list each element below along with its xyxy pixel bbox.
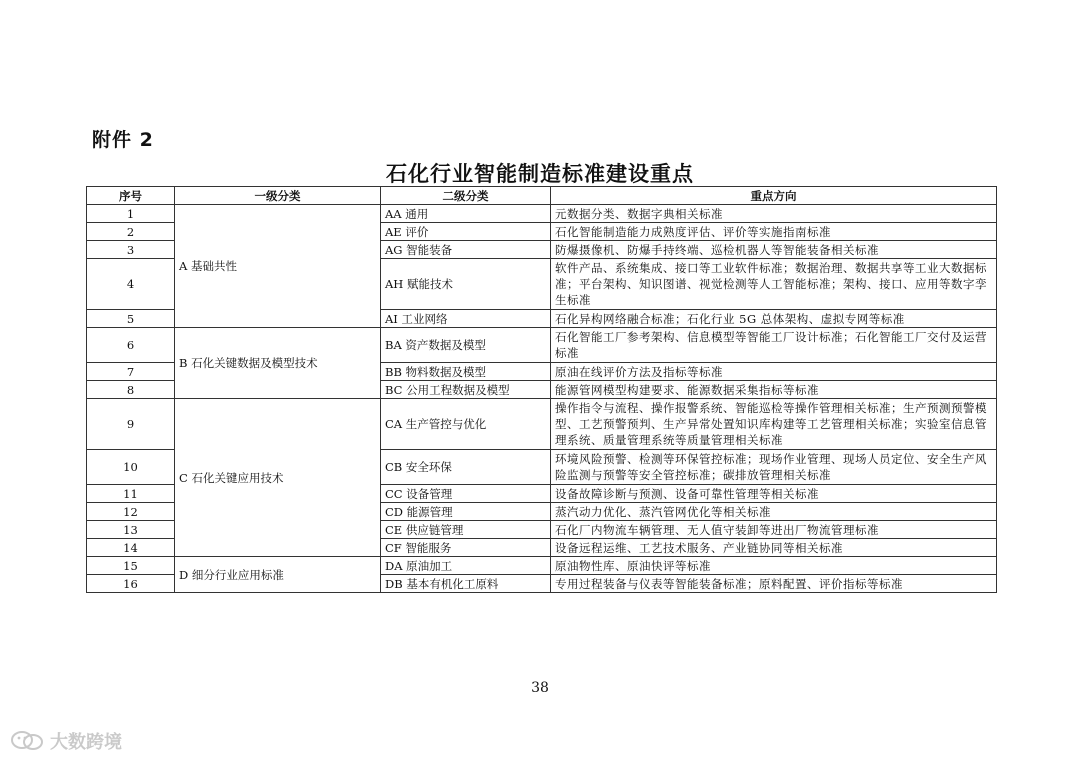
focus-direction: 原油物性库、原油快评等标准 — [551, 557, 997, 575]
table-row — [87, 205, 997, 223]
row-number: 10 — [87, 450, 175, 485]
row-number: 13 — [87, 521, 175, 539]
focus-direction: 元数据分类、数据字典相关标准 — [551, 205, 997, 223]
focus-direction: 石化智能工厂参考架构、信息模型等智能工厂设计标准；石化智能工厂交付及运营标准 — [551, 328, 997, 363]
row-number: 4 — [87, 259, 175, 310]
focus-direction: 操作指令与流程、操作报警系统、智能巡检等操作管理相关标准；生产预测预警模型、工艺预警预判、生产异常处置知识库构建等工艺管理相关标准；实验室信息管理系统、质量管理系统等质量管理相关标准 — [551, 399, 997, 450]
focus-direction: 石化厂内物流车辆管理、无人值守装卸等进出厂物流管理标准 — [551, 521, 997, 539]
row-number: 1 — [87, 205, 175, 223]
sub-category: AG 智能装备 — [381, 241, 551, 259]
standards-table — [86, 186, 997, 593]
focus-direction: 设备故障诊断与预测、设备可靠性管理等相关标准 — [551, 485, 997, 503]
row-number: 5 — [87, 310, 175, 328]
row-number: 9 — [87, 399, 175, 450]
focus-direction: 软件产品、系统集成、接口等工业软件标准；数据治理、数据共享等工业大数据标准；平台架构、知识图谱、视觉检测等人工智能标准；架构、接口、应用等数字孪生标准 — [551, 259, 997, 310]
table-row — [87, 328, 997, 363]
group-label: C 石化关键应用技术 — [175, 399, 381, 557]
sub-category: AH 赋能技术 — [381, 259, 551, 310]
header-level2: 二级分类 — [381, 187, 551, 205]
row-number: 7 — [87, 363, 175, 381]
document-title: 石化行业智能制造标准建设重点 — [386, 162, 694, 186]
group-label: D 细分行业应用标准 — [175, 557, 381, 593]
focus-direction: 石化智能制造能力成熟度评估、评价等实施指南标准 — [551, 223, 997, 241]
sub-category: CD 能源管理 — [381, 503, 551, 521]
sub-category: AA 通用 — [381, 205, 551, 223]
sub-category: DA 原油加工 — [381, 557, 551, 575]
row-number: 14 — [87, 539, 175, 557]
header-focus: 重点方向 — [551, 187, 997, 205]
sub-category: CA 生产管控与优化 — [381, 399, 551, 450]
sub-category: CC 设备管理 — [381, 485, 551, 503]
sub-category: BA 资产数据及模型 — [381, 328, 551, 363]
row-number: 2 — [87, 223, 175, 241]
sub-category: BB 物料数据及模型 — [381, 363, 551, 381]
sub-category: AE 评价 — [381, 223, 551, 241]
row-number: 12 — [87, 503, 175, 521]
sub-category: CB 安全环保 — [381, 450, 551, 485]
sub-category: AI 工业网络 — [381, 310, 551, 328]
row-number: 8 — [87, 381, 175, 399]
attachment-label: 附件 2 — [92, 129, 154, 151]
table-header-row — [87, 187, 997, 205]
group-label: B 石化关键数据及模型技术 — [175, 328, 381, 399]
focus-direction: 石化异构网络融合标准；石化行业 5G 总体架构、虚拟专网等标准 — [551, 310, 997, 328]
row-number: 15 — [87, 557, 175, 575]
page-number: 38 — [531, 680, 549, 696]
row-number: 6 — [87, 328, 175, 363]
header-number: 序号 — [87, 187, 175, 205]
watermark — [10, 728, 122, 754]
wechat-logo-icon — [10, 730, 44, 752]
focus-direction: 防爆摄像机、防爆手持终端、巡检机器人等智能装备相关标准 — [551, 241, 997, 259]
focus-direction: 环境风险预警、检测等环保管控标准；现场作业管理、现场人员定位、安全生产风险监测与预警等安全管控标准；碳排放管理相关标准 — [551, 450, 997, 485]
table-row — [87, 399, 997, 450]
row-number: 3 — [87, 241, 175, 259]
table-row — [87, 557, 997, 575]
focus-direction: 原油在线评价方法及指标等标准 — [551, 363, 997, 381]
focus-direction: 蒸汽动力优化、蒸汽管网优化等相关标准 — [551, 503, 997, 521]
watermark-text: 大数跨境 — [50, 732, 122, 753]
row-number: 11 — [87, 485, 175, 503]
sub-category: CE 供应链管理 — [381, 521, 551, 539]
focus-direction: 设备远程运维、工艺技术服务、产业链协同等相关标准 — [551, 539, 997, 557]
focus-direction: 能源管网模型构建要求、能源数据采集指标等标准 — [551, 381, 997, 399]
sub-category: DB 基本有机化工原料 — [381, 575, 551, 593]
sub-category: BC 公用工程数据及模型 — [381, 381, 551, 399]
focus-direction: 专用过程装备与仪表等智能装备标准；原料配置、评价指标等标准 — [551, 575, 997, 593]
header-level1: 一级分类 — [175, 187, 381, 205]
group-label: A 基础共性 — [175, 205, 381, 328]
sub-category: CF 智能服务 — [381, 539, 551, 557]
row-number: 16 — [87, 575, 175, 593]
